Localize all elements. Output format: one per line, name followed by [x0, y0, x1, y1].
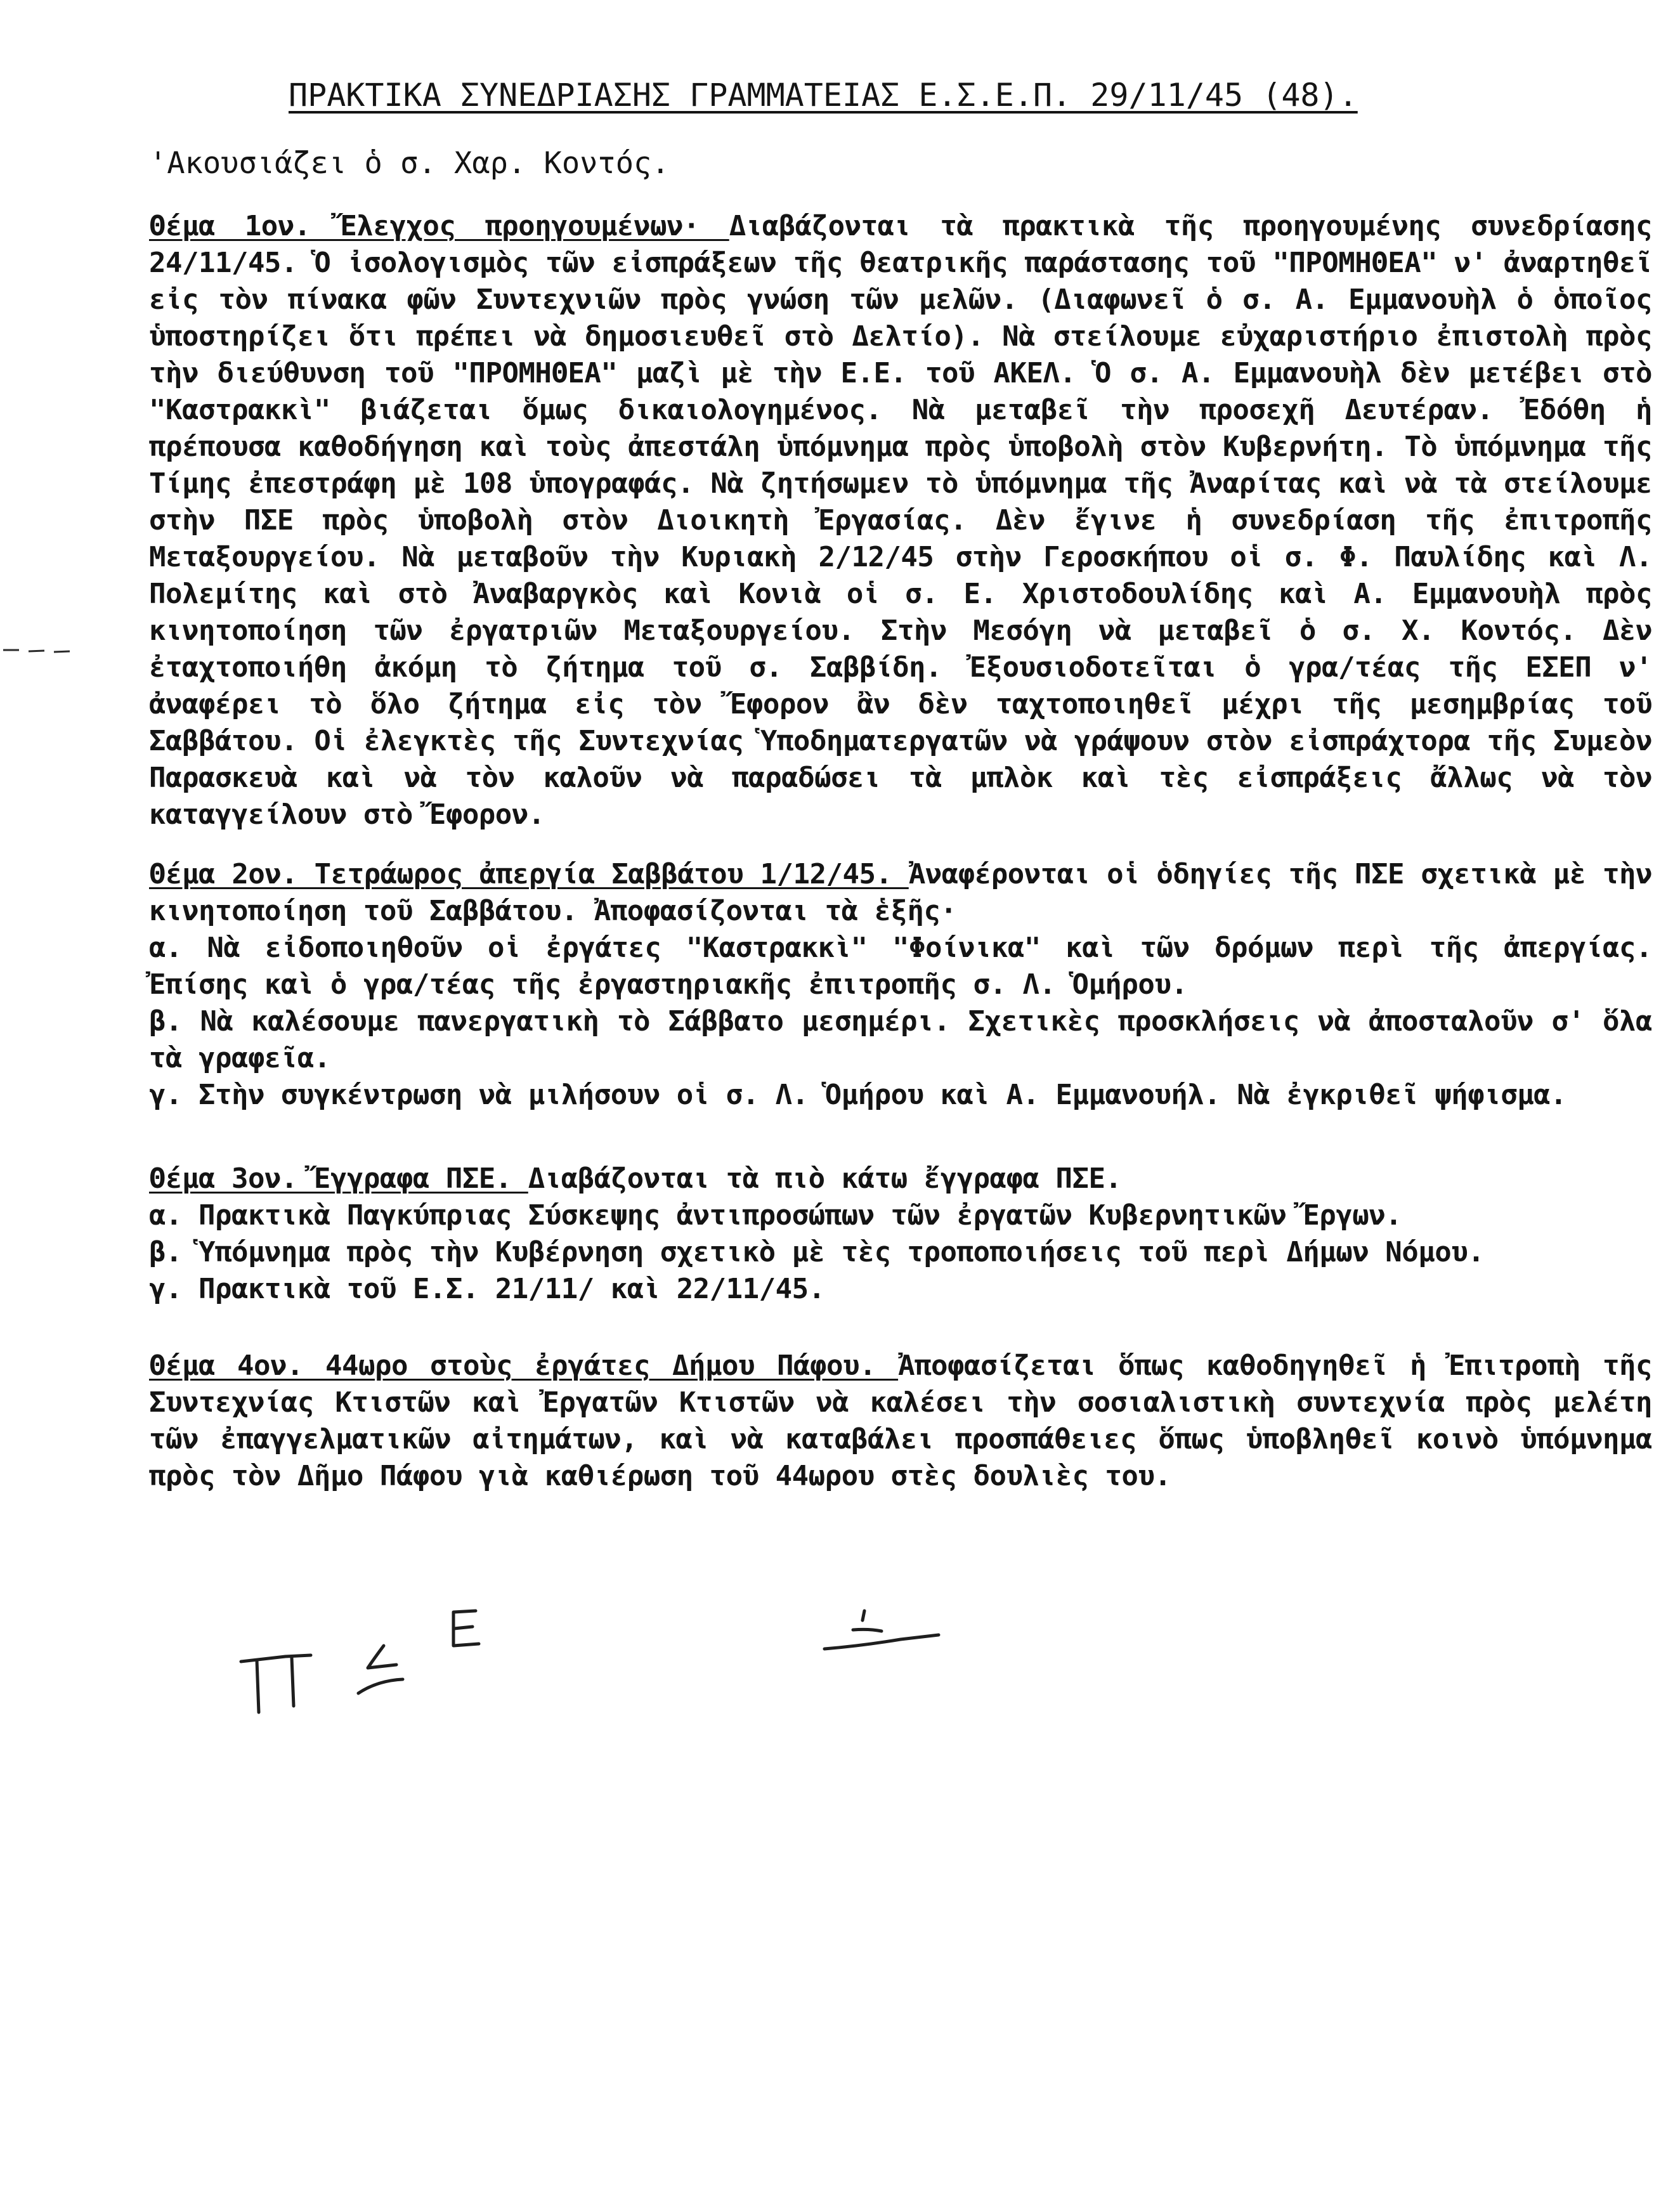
- agenda-item-body: Διαβάζονται τὰ πιὸ κάτω ἔγγραφα ΠΣΕ.: [528, 1162, 1122, 1195]
- agenda-item-heading: Θέμα 4ον. 44ωρο στοὺς ἐργάτες Δήμου Πάφου.: [149, 1350, 899, 1382]
- agenda-subitem: α. Νὰ εἰδοποιηθοῦν οἱ ἐργάτες "Καστρακκὶ" "Φοίνικα" καὶ τῶν δρόμων περὶ τῆς ἀπεργίας. Ἐπίσης καὶ ὁ γρα/τέας τῆς ἐργαστηριακῆς ἐπιτροπῆς σ. Λ. Ὁμήρου.: [149, 932, 1652, 1001]
- agenda-item-heading: Θέμα 3ον. Ἔγγραφα ΠΣΕ.: [149, 1162, 528, 1195]
- agenda-item-body: Ἀποφασίζεται ὅπως καθοδηγηθεῖ ἡ Ἐπιτροπὴ τῆς Συντεχνίας Κτιστῶν καὶ Ἐργατῶν Κτιστῶν νὰ καλέσει τὴν σοσιαλιστικὴ συντεχνία πρὸς μελέτη τῶν ἐπαγγελματικῶν αἰτημάτων, καὶ νὰ καταβάλει προσπάθειες ὅπως ὑποβληθεῖ κοινὸ ὑπόμνημα πρὸς τὸν Δῆμο Πάφου γιὰ καθιέρωση τοῦ 44ωρου στὲς δουλιὲς του.: [149, 1350, 1652, 1492]
- agenda-item-4: [149, 1348, 1652, 1495]
- agenda-subitem: α. Πρακτικὰ Παγκύπριας Σύσκεψης ἀντιπροσώπων τῶν ἐργατῶν Κυβερνητικῶν Ἔργων.: [149, 1199, 1402, 1232]
- agenda-item-1: [149, 208, 1652, 833]
- handwritten-initials: [228, 1585, 1053, 1788]
- agenda-item-heading: Θέμα 2ον. Τετράωρος ἀπεργία Σαββάτου 1/12/45.: [149, 858, 909, 890]
- agenda-item-body: Ἀναφέρονται οἱ ὁδηγίες τῆς ΠΣΕ σχετικὰ μὲ τὴν κινητοποίηση τοῦ Σαββάτου. Ἀποφασίζονται τὰ ἑξῆς·: [149, 858, 1652, 927]
- agenda-item-3: [149, 1161, 1652, 1308]
- agenda-subitem: γ. Στὴν συγκέντρωση νὰ μιλήσουν οἱ σ. Λ. Ὁμήρου καὶ Α. Εμμανουήλ. Νὰ ἐγκριθεῖ ψήφισμα.: [149, 1079, 1567, 1111]
- agenda-subitem: β. Νὰ καλέσουμε πανεργατικὴ τὸ Σάββατο μεσημέρι. Σχετικὲς προσκλήσεις νὰ ἀποσταλοῦν σ' ὅλα τὰ γραφεῖα.: [149, 1005, 1652, 1074]
- agenda-item-2: [149, 856, 1652, 1114]
- chairperson-line: 'Ακουσιάζει ὁ σ. Χαρ. Κοντός.: [149, 146, 670, 181]
- document-title: ΠΡΑΚΤΙΚΑ ΣΥΝΕΔΡΙΑΣΗΣ ΓΡΑΜΜΑΤΕΙΑΣ Ε.Σ.Ε.Π. 29/11/45 (48).: [289, 77, 1358, 114]
- agenda-subitem: β. Ὑπόμνημα πρὸς τὴν Κυβέρνηση σχετικὸ μὲ τὲς τροποποιήσεις τοῦ περὶ Δήμων Νόμου.: [149, 1236, 1485, 1268]
- agenda-subitem: γ. Πρακτικὰ τοῦ Ε.Σ. 21/11/ καὶ 22/11/45.: [149, 1273, 825, 1305]
- agenda-item-heading: Θέμα 1ον. Ἔλεγχος προηγουμένων·: [149, 210, 729, 242]
- margin-dash-mark: [0, 641, 82, 660]
- agenda-item-body: Διαβάζονται τὰ πρακτικὰ τῆς προηγουμένης συνεδρίασης 24/11/45. Ὁ ἰσολογισμὸς τῶν εἰσπράξεων τῆς θεατρικῆς παράστασης τοῦ "ΠΡΟΜΗΘΕΑ" ν' ἀναρτηθεῖ εἰς τὸν πίνακα φῶν Συντεχνιῶν πρὸς γνώση τῶν μελῶν. (Διαφωνεῖ ὁ σ. Α. Εμμανουὴλ ὁ ὁποῖος ὑποστηρίζει ὅτι πρέπει νὰ δημοσιευθεῖ στὸ Δελτίο). Νὰ στείλουμε εὐχαριστήριο ἐπιστολὴ πρὸς τὴν διεύθυνση τοῦ "ΠΡΟΜΗΘΕΑ" μαζὶ μὲ τὴν Ε.Ε. τοῦ ΑΚΕΛ. Ὁ σ. Α. Εμμανουὴλ δὲν μετέβει στὸ "Καστρακκὶ" βιάζεται ὅμως δικαιολογημένος. Νὰ μεταβεῖ τὴν προσεχῆ Δευτέραν. Ἐδόθη ἡ πρέπουσα καθοδήγηση καὶ τοὺς ἀπεστάλη ὑπόμνημα πρὸς ὑποβολὴ στὸν Κυβερνήτη. Τὸ ὑπόμνημα τῆς Τίμης ἐπεστράφη μὲ 108 ὑπογραφάς. Νὰ ζητήσωμεν τὸ ὑπόμνημα τῆς Ἀναρίτας καὶ νὰ τὰ στείλουμε στὴν ΠΣΕ πρὸς ὑποβολὴ στὸν Διοικητὴ Ἐργασίας. Δὲν ἔγινε ἡ συνεδρίαση τῆς ἐπιτροπῆς Μεταξουργείου. Νὰ μεταβοῦν τὴν Κυριακὴ 2/12/45 στὴν Γεροσκήπου οἱ σ. Φ. Παυλίδης καὶ Λ. Πολεμίτης καὶ στὸ Ἀναβαργκὸς καὶ Κονιὰ οἱ σ. Ε. Χριστοδουλίδης καὶ Α. Εμμανουὴλ πρὸς κινητοποίηση τῶν ἐργατριῶν Μεταξουργείου. Στὴν Μεσόγη νὰ μεταβεῖ ὁ σ. Χ. Κοντός. Δὲν ἐταχτοποιήθη ἀκόμη τὸ ζήτημα τοῦ σ. Σαββίδη. Ἐξουσιοδοτεῖται ὁ γρα/τέας τῆς ΕΣΕΠ ν' ἀναφέρει τὸ ὅλο ζήτημα εἰς τὸν Ἔφορον ἂν δὲν ταχτοποιηθεῖ μέχρι τῆς μεσημβρίας τοῦ Σαββάτου. Οἱ ἐλεγκτὲς τῆς Συντεχνίας Ὑποδηματεργατῶν νὰ γράψουν στὸν εἰσπράχτορα τῆς Συμεὸν Παρασκευὰ καὶ νὰ τὸν καλοῦν νὰ παραδώσει τὰ μπλὸκ καὶ τὲς εἰσπράξεις ἄλλως νὰ τὸν καταγγείλουν στὸ Ἔφορον.: [149, 210, 1652, 831]
